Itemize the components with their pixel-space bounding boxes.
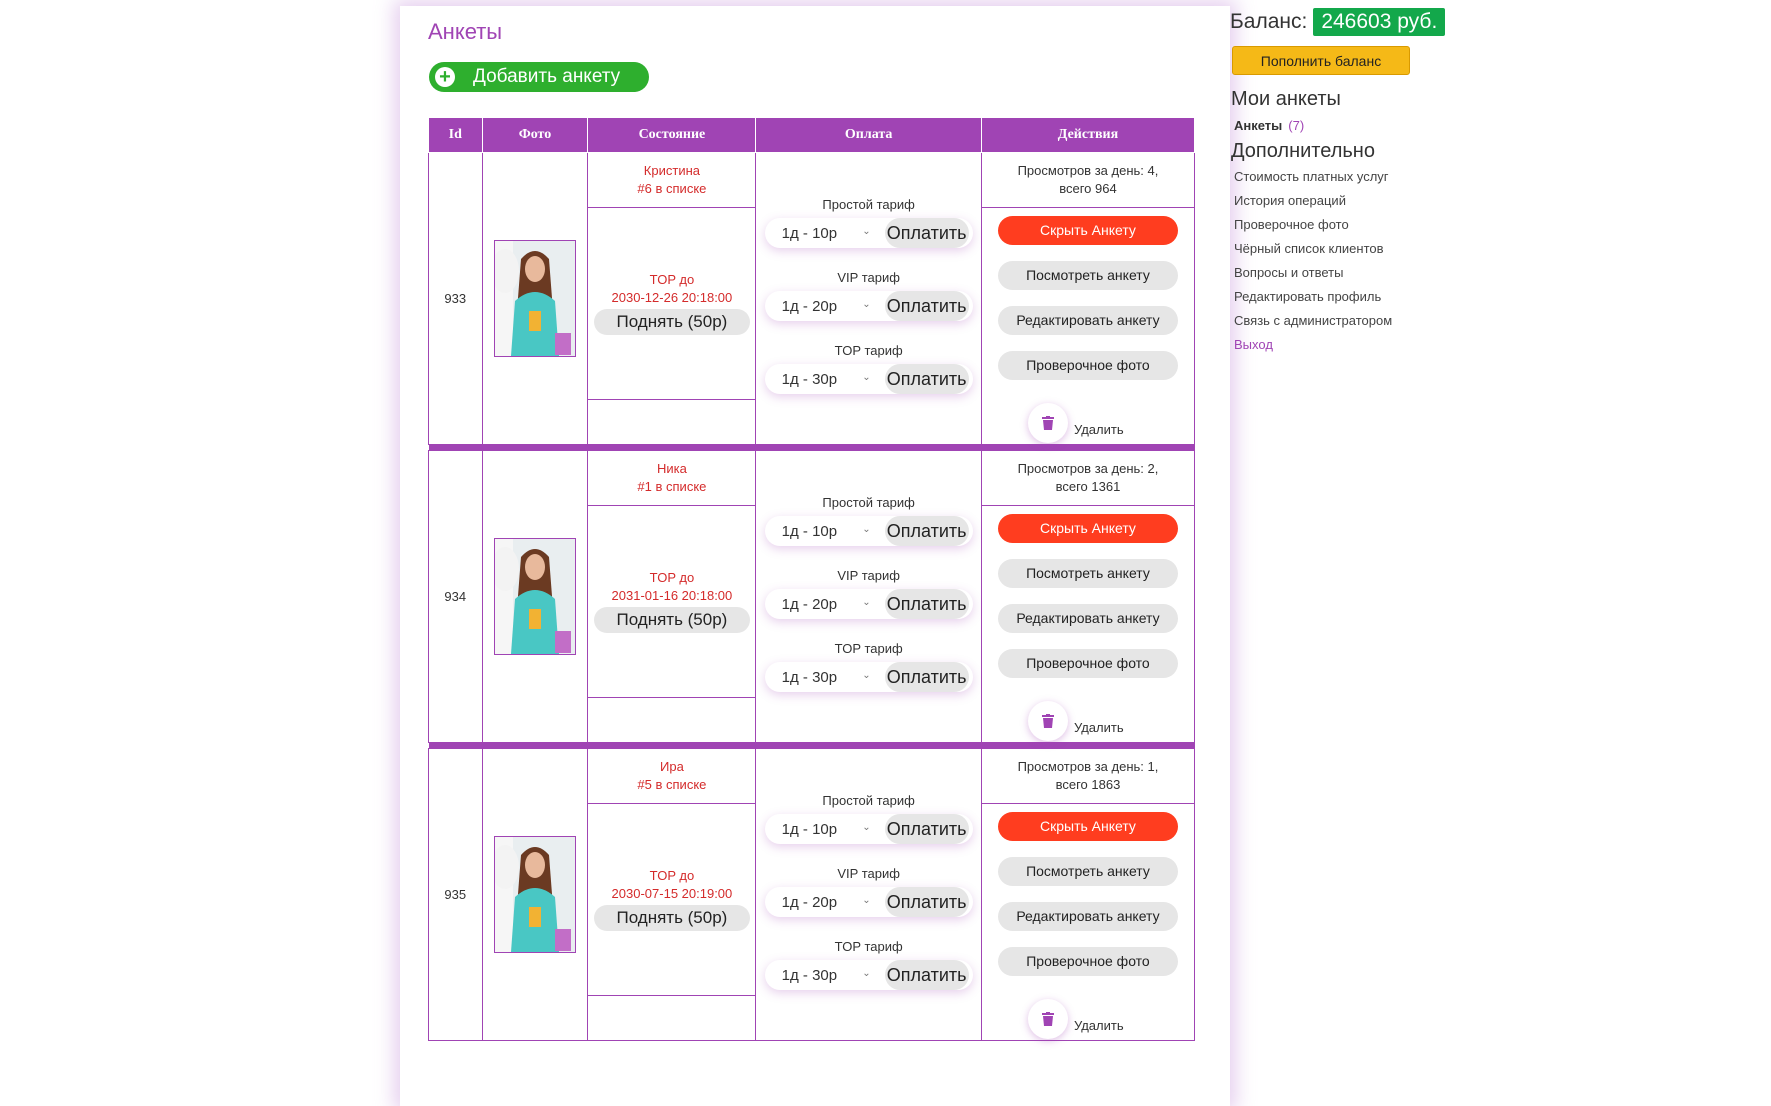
cell-id: 933 [429, 153, 483, 445]
top-tariff [765, 364, 973, 394]
table-row [429, 451, 1195, 506]
pay-simple-button[interactable]: Оплатить [885, 814, 969, 844]
simple-tariff-value: 1д - 10р [781, 522, 838, 540]
cell-name [588, 451, 756, 506]
views-today: Просмотров за день: 2, [1017, 461, 1159, 476]
cell-name [588, 749, 756, 804]
top-tariff-value: 1д - 30р [781, 668, 838, 686]
vip-tariff [765, 589, 973, 619]
vip-tariff [765, 887, 973, 917]
sidebar-item-edit-profile[interactable]: Редактировать профиль [1234, 289, 1382, 304]
vip-tariff-label: VIP тариф [837, 270, 900, 285]
edit-profile-button[interactable]: Редактировать анкету [998, 902, 1178, 931]
lift-button[interactable]: Поднять (50р) [594, 905, 750, 931]
vip-tariff-label: VIP тариф [837, 568, 900, 583]
trash-icon[interactable] [1028, 701, 1068, 741]
cell-id: 935 [429, 749, 483, 1041]
chevron-down-icon: ⌄ [862, 670, 871, 681]
sidebar-item-exit[interactable]: Выход [1234, 337, 1273, 352]
cell-photo [482, 153, 588, 445]
top-tariff-select[interactable] [765, 960, 885, 990]
cell-empty [588, 697, 756, 742]
vip-tariff-select[interactable] [765, 887, 885, 917]
pay-vip-button[interactable]: Оплатить [885, 291, 969, 321]
balance-amount: 246603 руб. [1313, 8, 1445, 36]
top-tariff-label: TOP тариф [834, 939, 903, 954]
cell-payment [756, 451, 982, 743]
profiles-count: (7) [1288, 118, 1305, 133]
pay-simple-button[interactable]: Оплатить [885, 516, 969, 546]
header-photo: Фото [482, 118, 588, 153]
chevron-down-icon: ⌄ [862, 968, 871, 979]
cell-id: 934 [429, 451, 483, 743]
simple-tariff-select[interactable] [765, 814, 885, 844]
views-total: всего 964 [1059, 181, 1117, 196]
delete-control [1028, 700, 1148, 742]
pay-top-button[interactable]: Оплатить [885, 960, 969, 990]
profile-photo [495, 241, 575, 356]
profile-name: Ника [656, 461, 687, 476]
top-tariff-label: TOP тариф [834, 343, 903, 358]
cell-name [588, 153, 756, 208]
view-profile-button[interactable]: Посмотреть анкету [998, 857, 1178, 886]
topup-button[interactable]: Пополнить баланс [1232, 46, 1410, 75]
top-tariff-value: 1д - 30р [781, 966, 838, 984]
balance [1230, 8, 1445, 36]
cell-actions [981, 804, 1194, 1041]
edit-profile-button[interactable]: Редактировать анкету [998, 604, 1178, 633]
delete-label[interactable]: Удалить [1073, 421, 1124, 437]
profile-name: Кристина [643, 163, 700, 178]
list-position: #1 в списке [637, 479, 707, 494]
vip-tariff-value: 1д - 20р [781, 297, 838, 315]
simple-tariff-select[interactable] [765, 516, 885, 546]
header-payment: Оплата [756, 118, 982, 153]
delete-label[interactable]: Удалить [1073, 719, 1124, 735]
add-profile-button[interactable] [429, 62, 649, 92]
chevron-down-icon: ⌄ [862, 597, 871, 608]
add-profile-label: Добавить анкету [473, 66, 621, 87]
sidebar-item-profiles-label: Анкеты [1234, 118, 1283, 133]
trash-icon[interactable] [1028, 403, 1068, 443]
view-profile-button[interactable]: Посмотреть анкету [998, 261, 1178, 290]
lift-button[interactable]: Поднять (50р) [594, 309, 750, 335]
chevron-down-icon: ⌄ [862, 226, 871, 237]
views-total: всего 1361 [1055, 479, 1121, 494]
views-total: всего 1863 [1055, 777, 1121, 792]
simple-tariff [765, 218, 973, 248]
profile-photo [495, 837, 575, 952]
table-row [429, 749, 1195, 804]
plus-icon: + [435, 67, 455, 87]
table-row [429, 153, 1195, 208]
pay-top-button[interactable]: Оплатить [885, 662, 969, 692]
views-today: Просмотров за день: 4, [1017, 163, 1159, 178]
top-label: TOP до [649, 868, 695, 884]
profiles-table [428, 117, 1195, 1041]
header-id: Id [429, 118, 483, 153]
cell-top [588, 208, 756, 400]
profile-name: Ира [660, 759, 684, 774]
simple-tariff-value: 1д - 10р [781, 224, 838, 242]
chevron-down-icon: ⌄ [862, 524, 871, 535]
list-position: #5 в списке [637, 777, 707, 792]
vip-tariff [765, 291, 973, 321]
views-today: Просмотров за день: 1, [1017, 759, 1159, 774]
simple-tariff [765, 814, 973, 844]
vip-tariff-value: 1д - 20р [781, 893, 838, 911]
edit-profile-button[interactable]: Редактировать анкету [998, 306, 1178, 335]
chevron-down-icon: ⌄ [862, 372, 871, 383]
simple-tariff-label: Простой тариф [822, 495, 915, 510]
top-tariff-label: TOP тариф [834, 641, 903, 656]
view-profile-button[interactable]: Посмотреть анкету [998, 559, 1178, 588]
delete-control [1028, 402, 1148, 444]
cell-views [981, 153, 1194, 208]
simple-tariff-value: 1д - 10р [781, 820, 838, 838]
sidebar-item-check-photo[interactable]: Проверочное фото [1234, 217, 1349, 232]
top-tariff [765, 960, 973, 990]
header-actions: Действия [981, 118, 1194, 153]
sidebar-item-contact-admin[interactable]: Связь с администратором [1234, 313, 1393, 328]
chevron-down-icon: ⌄ [862, 299, 871, 310]
cell-top [588, 804, 756, 996]
header-status: Состояние [588, 118, 756, 153]
chevron-down-icon: ⌄ [862, 822, 871, 833]
simple-tariff-select[interactable] [765, 218, 885, 248]
pay-simple-button[interactable]: Оплатить [885, 218, 969, 248]
photo-frame[interactable] [494, 538, 576, 655]
balance-label: Баланс: [1230, 10, 1308, 33]
simple-tariff-label: Простой тариф [822, 197, 915, 212]
hide-profile-button[interactable]: Скрыть Анкету [998, 216, 1178, 245]
simple-tariff-label: Простой тариф [822, 793, 915, 808]
photo-frame[interactable] [494, 240, 576, 357]
cell-payment [756, 749, 982, 1041]
delete-label[interactable]: Удалить [1073, 1017, 1124, 1033]
top-tariff-select[interactable] [765, 364, 885, 394]
top-date: 2030-07-15 20:19:00 [611, 886, 733, 902]
trash-icon[interactable] [1028, 999, 1068, 1039]
page-title: Анкеты [428, 19, 503, 44]
sidebar-item-prices[interactable]: Стоимость платных услуг [1234, 169, 1389, 184]
pay-vip-button[interactable]: Оплатить [885, 887, 969, 917]
cell-photo [482, 451, 588, 743]
top-tariff-select[interactable] [765, 662, 885, 692]
top-label: TOP до [649, 570, 695, 586]
profile-photo [495, 539, 575, 654]
list-position: #6 в списке [637, 181, 707, 196]
delete-control [1028, 998, 1148, 1040]
cell-empty [588, 995, 756, 1040]
cell-top [588, 506, 756, 698]
my-profiles-heading: Мои анкеты [1231, 88, 1341, 110]
cell-payment [756, 153, 982, 445]
check-photo-button[interactable]: Проверочное фото [998, 649, 1178, 678]
hide-profile-button[interactable]: Скрыть Анкету [998, 812, 1178, 841]
sidebar-item-profiles[interactable] [1234, 118, 1304, 133]
top-tariff [765, 662, 973, 692]
vip-tariff-value: 1д - 20р [781, 595, 838, 613]
main-panel [400, 6, 1230, 1106]
photo-frame[interactable] [494, 836, 576, 953]
vip-tariff-select[interactable] [765, 589, 885, 619]
lift-button[interactable]: Поднять (50р) [594, 607, 750, 633]
top-date: 2030-12-26 20:18:00 [611, 290, 733, 306]
chevron-down-icon: ⌄ [862, 895, 871, 906]
top-tariff-value: 1д - 30р [781, 370, 838, 388]
cell-views [981, 749, 1194, 804]
hide-profile-button[interactable]: Скрыть Анкету [998, 514, 1178, 543]
sidebar-item-blacklist[interactable]: Чёрный список клиентов [1234, 241, 1384, 256]
sidebar-item-faq[interactable]: Вопросы и ответы [1234, 265, 1344, 280]
pay-top-button[interactable]: Оплатить [885, 364, 969, 394]
cell-empty [588, 399, 756, 444]
top-label: TOP до [649, 272, 695, 288]
cell-views [981, 451, 1194, 506]
top-date: 2031-01-16 20:18:00 [611, 588, 733, 604]
sidebar-item-history[interactable]: История операций [1234, 193, 1346, 208]
cell-photo [482, 749, 588, 1041]
check-photo-button[interactable]: Проверочное фото [998, 947, 1178, 976]
pay-vip-button[interactable]: Оплатить [885, 589, 969, 619]
simple-tariff [765, 516, 973, 546]
vip-tariff-label: VIP тариф [837, 866, 900, 881]
extra-heading: Дополнительно [1231, 140, 1375, 162]
cell-actions [981, 506, 1194, 743]
vip-tariff-select[interactable] [765, 291, 885, 321]
check-photo-button[interactable]: Проверочное фото [998, 351, 1178, 380]
cell-actions [981, 208, 1194, 445]
